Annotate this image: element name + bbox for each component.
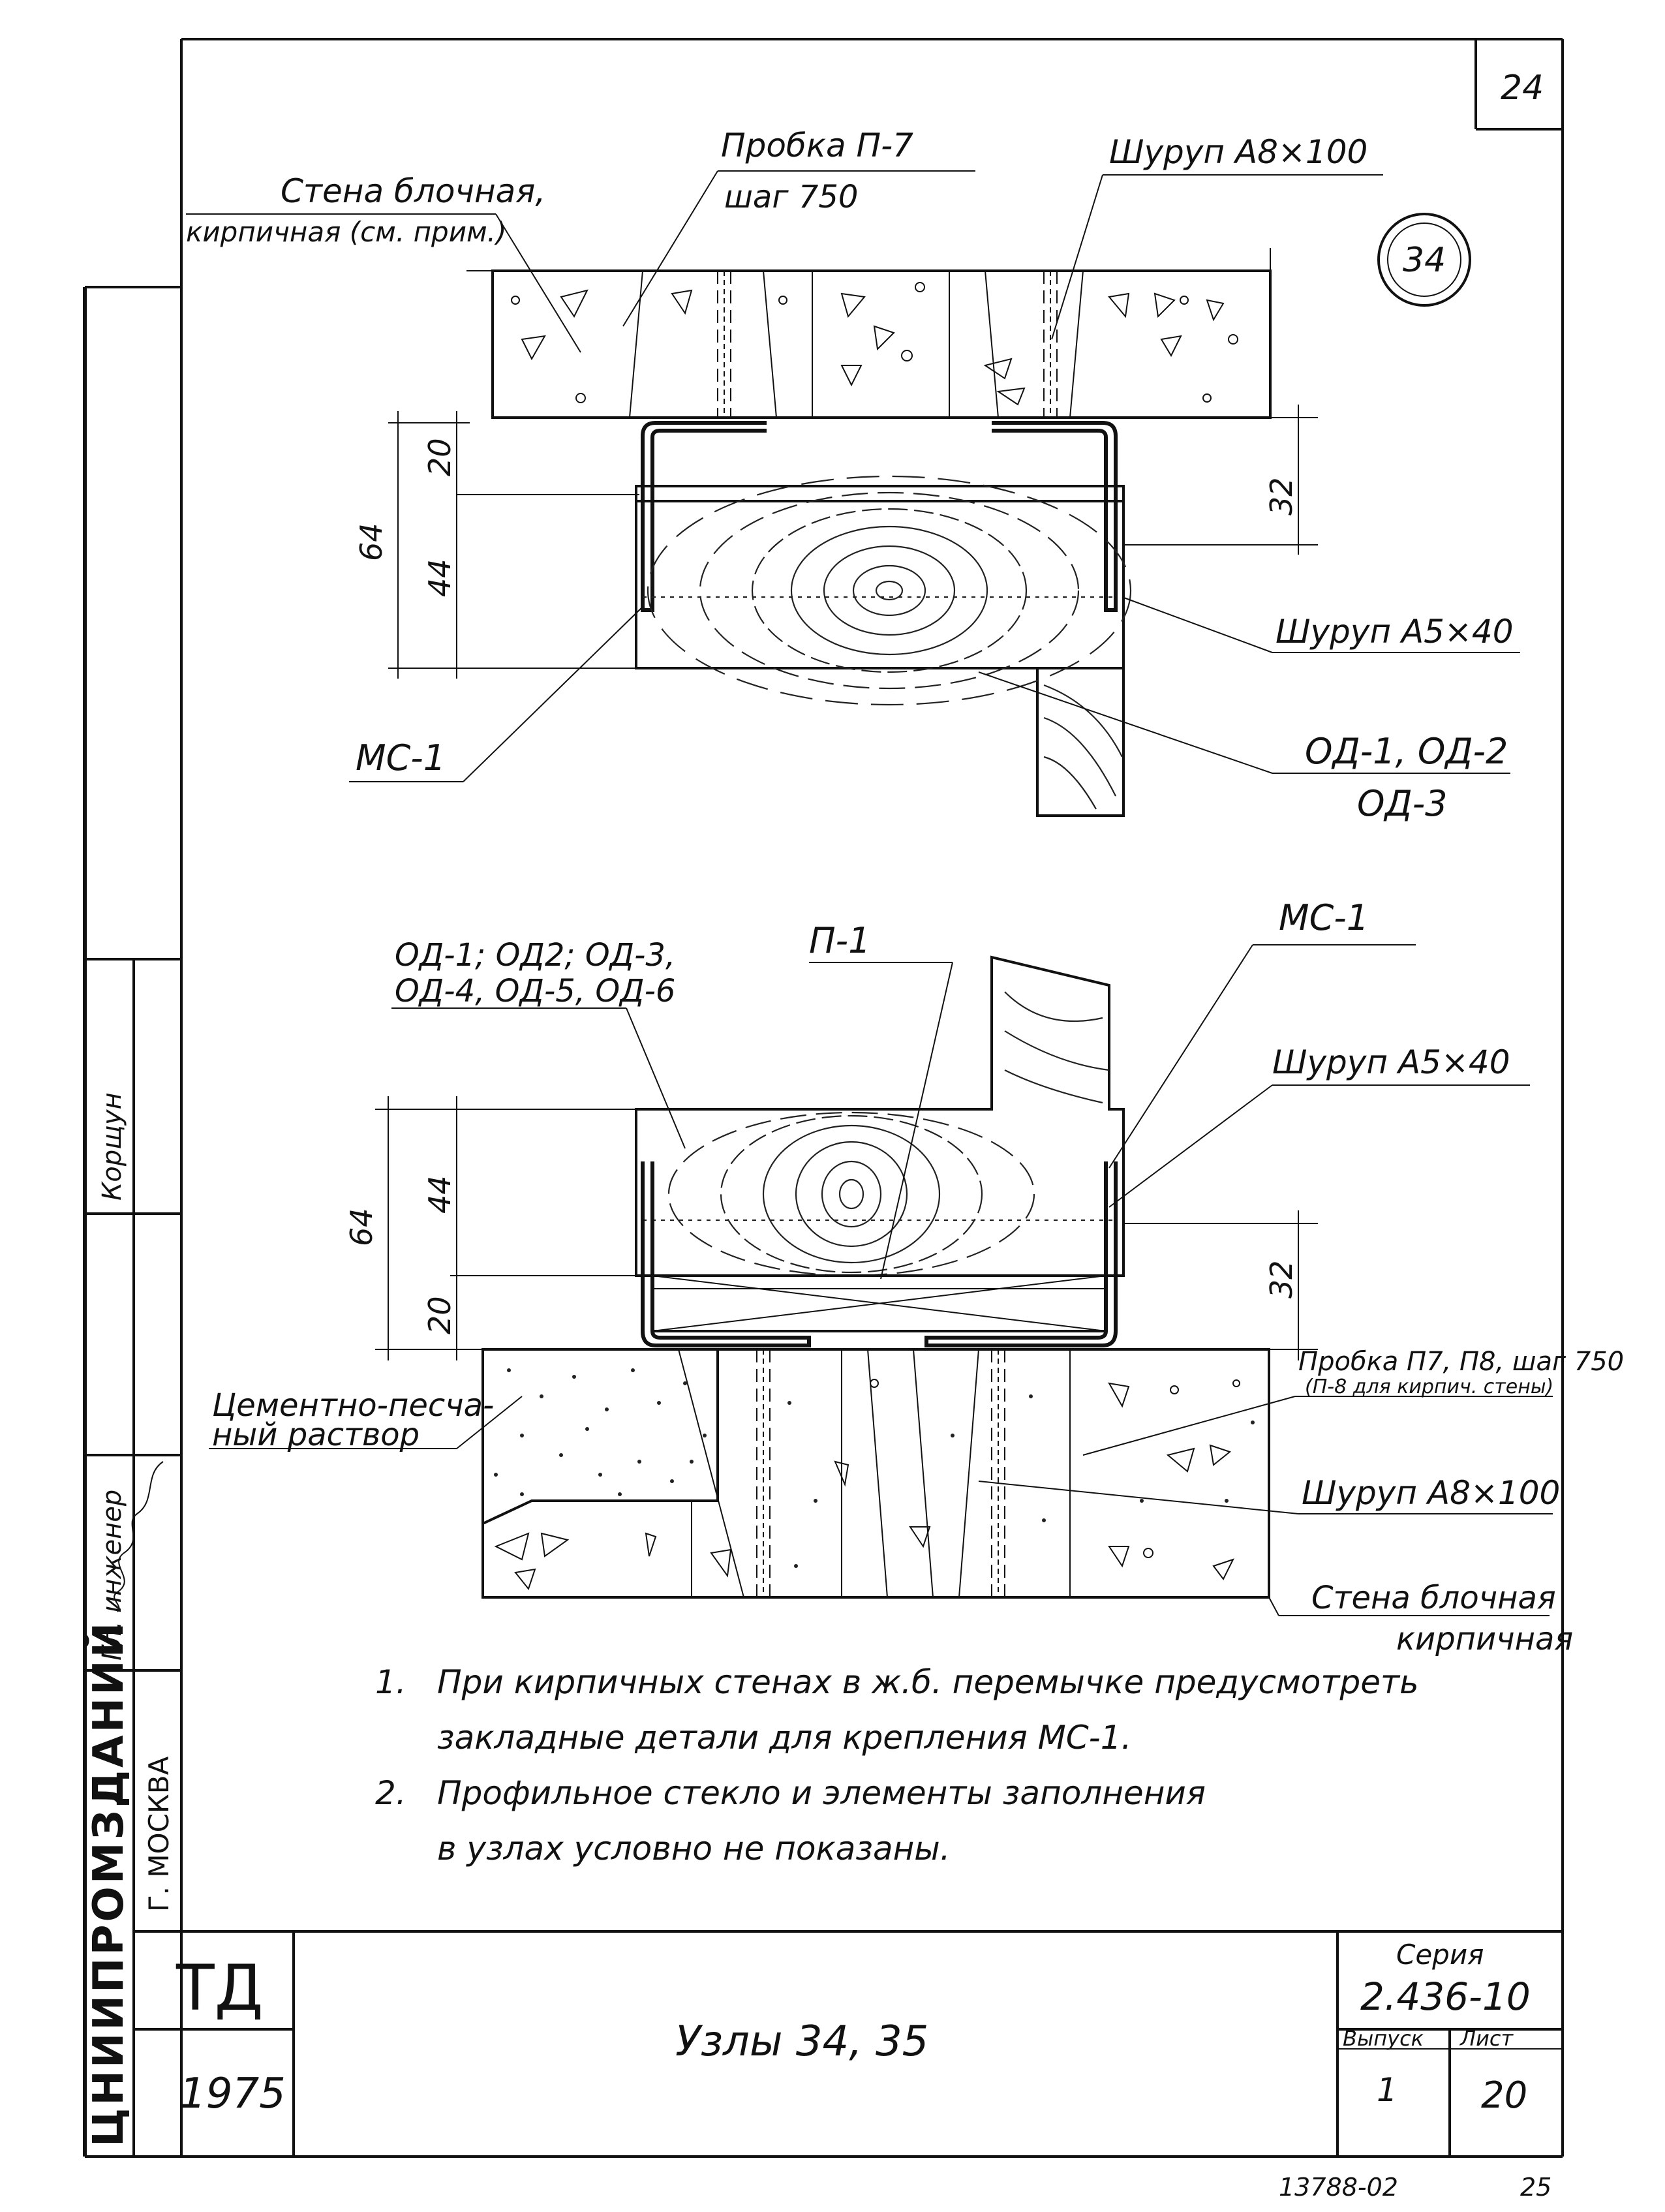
label-screw-side-bottom: Шуруп А5×40: [1272, 1043, 1510, 1081]
label-plug-step-top: шаг 750: [724, 179, 859, 215]
node-badge-label: 34: [1403, 241, 1446, 280]
label-door-top: ОД-1, ОД-2: [1305, 731, 1508, 772]
wood-grain-top: [643, 476, 1131, 809]
series-value: 2.436-10: [1360, 1974, 1531, 2019]
sheet-label: Лист: [1460, 2026, 1514, 2051]
note-2-line-2: в узлах условно не показаны.: [437, 1830, 951, 1867]
stamp-org: ЦНИИПРОМЗДАНИЙ: [85, 1620, 133, 2147]
footer-page: 25: [1520, 2173, 1552, 2202]
door-timber-bottom: [636, 957, 1123, 1276]
wood-grain-bottom: [643, 992, 1116, 1276]
door-timber-top: [636, 486, 1123, 816]
dim-total-top: 64: [354, 523, 389, 561]
note-2-num: 2.: [375, 1774, 406, 1812]
frame-profile-top: [643, 423, 1116, 610]
dim-upper-top: 20: [422, 438, 457, 476]
title-year: 1975: [179, 2070, 286, 2118]
wall-aggregate-top: [512, 283, 1238, 405]
dim-lower-top: 44: [422, 559, 457, 597]
wall-block-top: [493, 271, 1270, 418]
dims-bottom: [375, 1096, 1318, 1360]
label-door-bottom: ОД-1; ОД2; ОД-3,: [395, 937, 676, 974]
label-wall-top: Стена блочная,: [281, 172, 546, 210]
title-mark: ТД: [176, 1952, 264, 2025]
issue-value: 1: [1377, 2071, 1398, 2109]
label-wall-bottom-2: кирпичная: [1396, 1621, 1574, 1657]
series-label: Серия: [1396, 1939, 1484, 1971]
sheet-number: 24: [1501, 69, 1544, 108]
note-1-line-2: закладные детали для крепления МС-1.: [437, 1719, 1132, 1757]
label-wall-top-2: кирпичная (см. прим.): [186, 216, 507, 248]
label-frame-bottom: МС-1: [1279, 897, 1369, 938]
wall-hatch-top: [630, 271, 1083, 418]
label-screw-side-top: Шуруп А5×40: [1275, 613, 1514, 651]
label-plug-bottom: Пробка П7, П8, шаг 750: [1298, 1347, 1625, 1377]
leaders-top: [186, 171, 1520, 782]
label-frame-top: МС-1: [356, 737, 446, 778]
label-wall-bottom: Стена блочная: [1311, 1580, 1556, 1616]
title-text: Узлы 34, 35: [675, 2018, 929, 2066]
sheet-value: 20: [1481, 2074, 1528, 2117]
mortar-stipple: [494, 1368, 1255, 1568]
notes: [375, 1663, 1419, 1867]
note-1-line-1: При кирпичных стенах в ж.б. перемычке предусмотреть: [437, 1663, 1419, 1701]
dim-right-top: 32: [1264, 477, 1299, 515]
label-screw-bottom: Шуруп А8×100: [1302, 1474, 1561, 1512]
note-2-line-1: Профильное стекло и элементы заполнения: [437, 1774, 1206, 1812]
label-plug-top: Пробка П-7: [721, 127, 913, 164]
note-1-num: 1.: [375, 1663, 406, 1701]
dim-lower-bottom: 20: [422, 1296, 457, 1334]
label-mortar: Цементно-песча-: [212, 1387, 495, 1424]
detail-35: [209, 897, 1624, 1657]
label-screw-top: Шуруп А8×100: [1109, 133, 1368, 171]
label-door-bottom-2: ОД-4, ОД-5, ОД-6: [395, 973, 676, 1009]
stamp-name: Корщун: [97, 1092, 127, 1201]
detail-34: [186, 127, 1520, 824]
frame-profile-bottom: [643, 1161, 1116, 1345]
dim-total-bottom: 64: [344, 1208, 379, 1246]
footer-code: 13788-02: [1279, 2173, 1398, 2202]
stamp-role: Гл. инженер: [97, 1489, 127, 1661]
label-door-top-2: ОД-3: [1357, 783, 1448, 824]
dims-top: [388, 405, 1318, 679]
label-mortar-2: ный раствор: [212, 1417, 420, 1453]
label-plug-bottom-2: (П-8 для кирпич. стены): [1305, 1375, 1554, 1398]
issue-label: Выпуск: [1343, 2026, 1424, 2051]
dim-upper-bottom: 44: [422, 1175, 457, 1214]
dim-right-bottom: 32: [1264, 1260, 1299, 1298]
mortar-pocket: [483, 1349, 718, 1524]
stamp-city: Г. МОСКВА: [143, 1756, 175, 1912]
label-profile-bottom: П-1: [809, 920, 871, 961]
